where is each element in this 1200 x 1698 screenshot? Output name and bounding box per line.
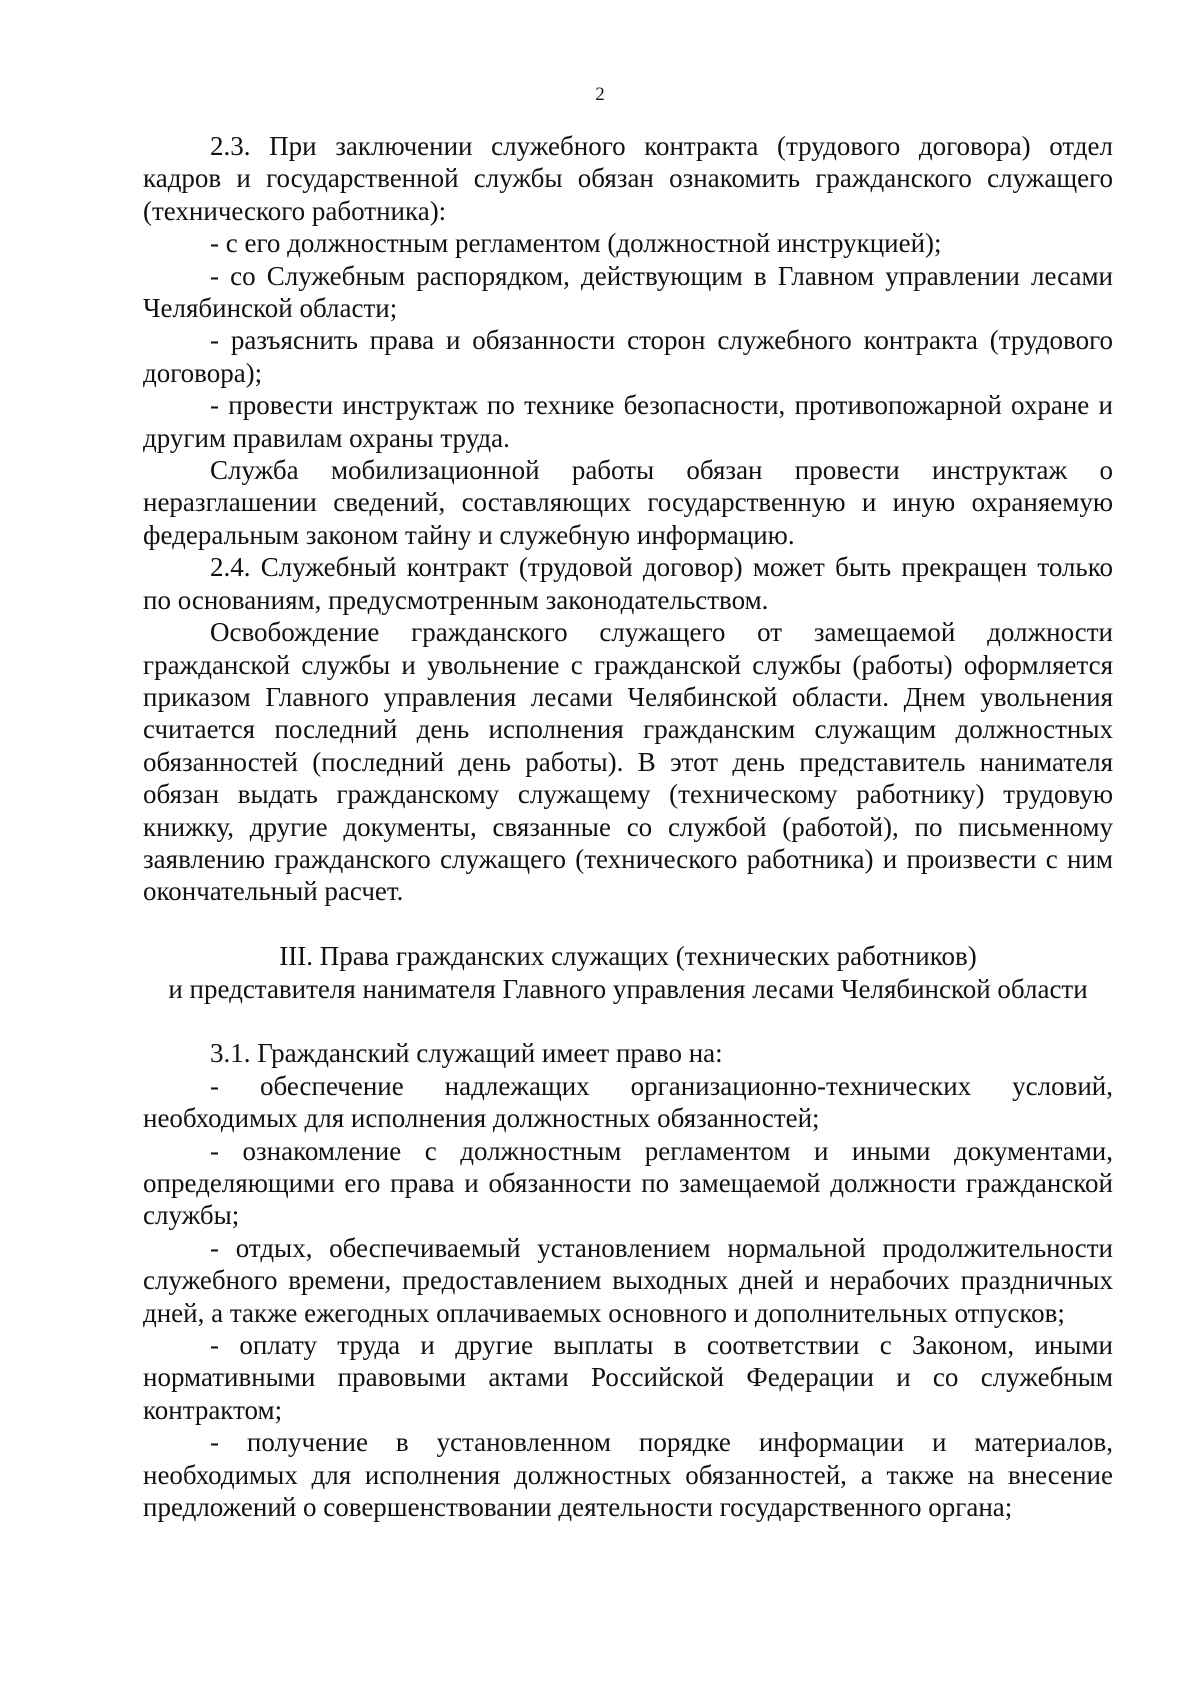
spacer	[143, 1005, 1113, 1037]
list-item-rest: - отдых, обеспечиваемый установлением нормальной продолжительности служебного времени, предоставлением выходных дней и нерабочих праздничных дней, а также ежегодных оплачиваемых основного и дополнительных отпусков;	[143, 1232, 1113, 1328]
paragraph-dismissal: Освобождение гражданского служащего от замещаемой должности гражданской службы и увольнение с гражданской службы (работы) оформляется приказом Главного управления лесами Челябинской области. Днем увольнения считается последний день исполнения гражданским служащим должностных обязанностей (последний день работы). В этот день представитель нанимателя обязан выдать гражданскому служащему (техническому работнику) трудовую книжку, другие документы, связанные со службой (работой), по письменному заявлению гражданского служащего (технического работника) и произвести с ним окончательный расчет.	[143, 617, 1113, 907]
list-item-technical-conditions: - обеспечение надлежащих организационно-технических условий, необходимых для исполнения должностных обязанностей;	[143, 1070, 1113, 1134]
page-number: 2	[595, 84, 605, 105]
paragraph-2-4: 2.4. Служебный контракт (трудовой договор) может быть прекращен только по основаниям, предусмотренным законодательством.	[143, 552, 1113, 615]
paragraph-2-3: 2.3. При заключении служебного контракта (трудового договора) отдел кадров и государственной службы обязан ознакомить гражданского служащего (технического работника):	[143, 131, 1113, 226]
list-item-regulation: - с его должностным регламентом (должностной инструкцией);	[210, 228, 942, 259]
paragraph-3-1: 3.1. Гражданский служащий имеет право на:	[210, 1038, 723, 1069]
list-item-explain-rights: - разъяснить права и обязанности сторон служебного контракта (трудового договора);	[143, 325, 1113, 388]
spacer	[143, 908, 1113, 940]
paragraph-mobilization-service: Служба мобилизационной работы обязан провести инструктаж о неразглашении сведений, составляющих государственную и иную охраняемую федеральным законом тайну и служебную информацию.	[143, 455, 1113, 550]
list-item-familiarization: - ознакомление с должностным регламентом и иными документами, определяющими его права и обязанности по замещаемой должности гражданской службы;	[143, 1135, 1113, 1231]
list-item-service-rules: - со Служебным распорядком, действующим в Главном управлении лесами Челябинской области;	[143, 260, 1113, 324]
section-heading-line-1: III. Права гражданских служащих (технических работников)	[279, 941, 977, 972]
list-item-safety-briefing: - провести инструктаж по технике безопасности, противопожарной охране и другим правилам охраны труда.	[143, 390, 1113, 453]
list-item-information: - получение в установленном порядке информации и материалов, необходимых для исполнения должностных обязанностей, а также на внесение предложений о совершенствовании деятельности государственного органа;	[143, 1427, 1113, 1523]
section-heading-line-2: и представителя нанимателя Главного управления лесами Челябинской области	[168, 973, 1088, 1004]
document-body	[143, 130, 1113, 1523]
list-item-payment: - оплату труда и другие выплаты в соответствии с Законом, иными нормативными правовыми актами Российской Федерации и со служебным контрактом;	[143, 1330, 1113, 1425]
